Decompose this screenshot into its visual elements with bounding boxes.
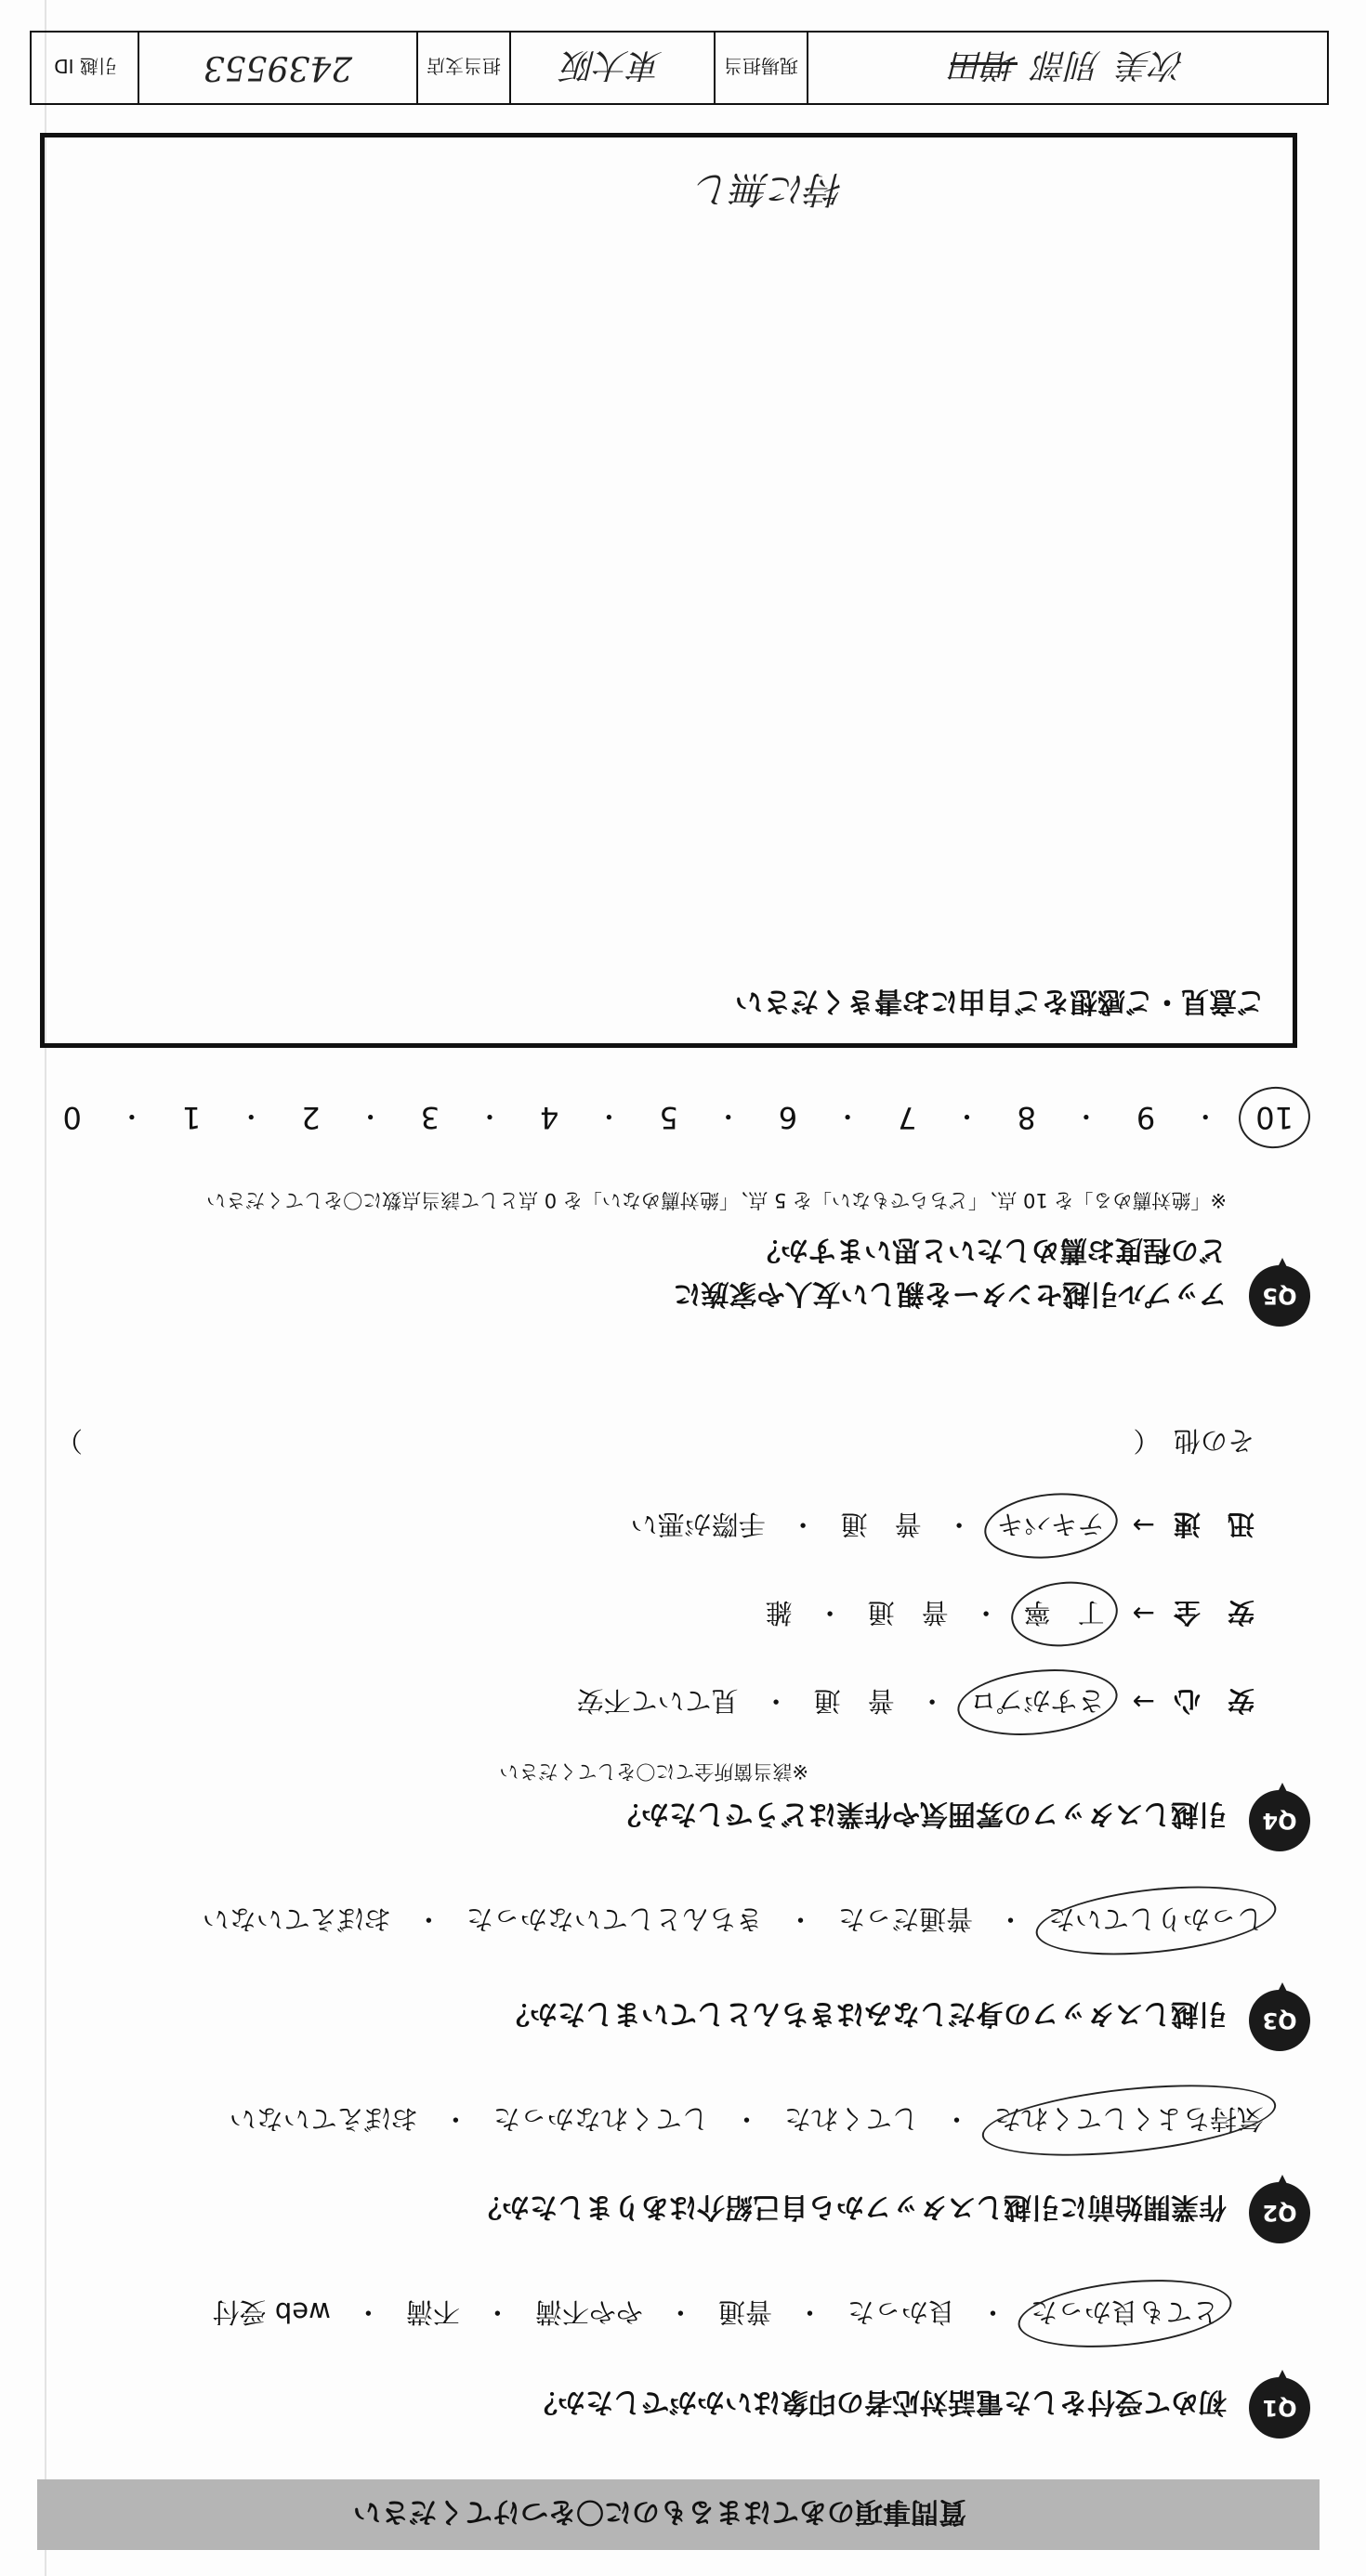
q3-badge: Q3 — [1249, 1990, 1310, 2051]
q5-badge: Q5 — [1249, 1265, 1310, 1327]
q4-row-jinsoku: 迅 速 → テキパキ ・ 普 通 ・ 手際が悪い — [631, 1507, 1254, 1545]
site-value-struck: 増田 — [950, 46, 1018, 85]
comment-label: ご意見・ご感想をご自由にお書きください — [735, 985, 1265, 1017]
q2-option[interactable]: 気持ちよくしてくれた — [994, 2101, 1264, 2139]
q4-option[interactable]: さすがプロ — [970, 1683, 1105, 1721]
q2-option[interactable]: おぼえていない — [229, 2103, 418, 2135]
q4-row-category: 安 全 — [1173, 1597, 1254, 1628]
branch-value-cell — [509, 33, 714, 103]
q5-note: ※「絶対薦める」を 10 点、「どちらでもない」を 5 点、「絶対薦めない」を 0 点として該当点数に〇をしてください — [206, 1189, 1227, 1211]
score-7[interactable]: 7 — [898, 1100, 917, 1135]
q3-option[interactable]: おぼえていない — [202, 1903, 391, 1935]
score-6[interactable]: 6 — [778, 1100, 798, 1135]
q5-text-line1: アップル引越センターを親しい友人や家族に — [673, 1277, 1227, 1310]
q1-options: とても良かった ・ 良かった ・ 普通 ・ やや不満 ・ 不満 ・ web 受付 — [213, 2295, 1219, 2333]
q2-badge: Q2 — [1249, 2182, 1310, 2243]
q2-option[interactable]: してくれなかった — [493, 2103, 709, 2135]
q4-option[interactable]: 丁 寧 — [1024, 1595, 1105, 1633]
footer-table — [30, 31, 1329, 105]
q4-other-row — [56, 1423, 1254, 1461]
q1-text: 初めて受付をした電話対応者の印象はいかがでしたか？ — [530, 2386, 1227, 2418]
site-value: 別部 — [1034, 46, 1102, 85]
q1-option[interactable]: 普通 — [717, 2296, 772, 2328]
move-id-label: 引越 ID — [54, 55, 117, 78]
comment-handwritten: 特に無し — [695, 167, 844, 210]
q4-note: ※該当箇所全てに〇をしてください — [499, 1760, 808, 1783]
score-2[interactable]: 2 — [301, 1100, 321, 1135]
score-4[interactable]: 4 — [540, 1100, 559, 1135]
q3-options: しっかりしていた ・ 普通だった ・ きちんとしていなかった ・ おぼえていない — [203, 1902, 1264, 1940]
move-id-label-cell — [33, 33, 138, 103]
score-8[interactable]: 8 — [1017, 1100, 1036, 1135]
q4-other-close: ） — [56, 1425, 84, 1457]
q4-option[interactable]: 普 通 — [813, 1685, 895, 1717]
score-1[interactable]: 1 — [181, 1100, 202, 1135]
q1-option[interactable]: 不満 — [405, 2296, 460, 2328]
branch-value: 東大阪 — [562, 46, 663, 85]
q4-row-arrow: → — [1132, 1598, 1155, 1630]
q4-row-arrow: → — [1132, 1686, 1155, 1719]
q1-option[interactable]: 良かった — [847, 2296, 955, 2328]
score-5[interactable]: 5 — [659, 1100, 678, 1135]
q3-option[interactable]: しっかりしていた — [1048, 1902, 1264, 1940]
q1-option[interactable]: とても良かった — [1031, 2295, 1219, 2333]
score-3[interactable]: 3 — [420, 1100, 440, 1135]
q2-text: 作業開始前に引越しスタッフから自己紹介はありましたか？ — [474, 2190, 1227, 2223]
instruction-text: 質問事項のあてはまるものに〇をつけてください — [353, 2495, 966, 2528]
q4-row-anzen: 安 全 → 丁 寧 ・ 普 通 ・ 雑 — [766, 1595, 1254, 1633]
q4-option[interactable]: 普 通 — [867, 1597, 949, 1628]
score-10[interactable]: 10 — [1255, 1100, 1294, 1135]
q4-badge: Q4 — [1249, 1790, 1310, 1851]
q4-row-category: 迅 速 — [1173, 1509, 1254, 1540]
q4-text: 引越しスタッフの雰囲気や作業はどうでしたか？ — [613, 1798, 1227, 1830]
q4-other-label: その他 （ — [1133, 1425, 1254, 1457]
score-0[interactable]: 0 — [62, 1100, 82, 1135]
q1-badge: Q1 — [1249, 2377, 1310, 2439]
q4-option[interactable]: テキパキ — [997, 1507, 1105, 1545]
q4-option[interactable]: 雑 — [765, 1597, 793, 1628]
q2-option[interactable]: してくれた — [783, 2103, 919, 2135]
comment-box[interactable] — [40, 133, 1297, 1048]
instruction-bar — [37, 2479, 1320, 2550]
branch-label: 担当支店 — [427, 55, 501, 78]
q4-option[interactable]: 見ていて不安 — [576, 1685, 739, 1717]
move-id-value-cell — [138, 33, 416, 103]
site-value-cell — [807, 33, 1327, 103]
q4-row-category: 安 心 — [1173, 1685, 1254, 1717]
q4-row-anshin: 安 心 → さすがプロ ・ 普 通 ・ 見ていて不安 — [577, 1683, 1254, 1721]
q3-option[interactable]: 普通だった — [837, 1903, 973, 1935]
q4-option[interactable]: 手際が悪い — [630, 1509, 766, 1540]
score-9[interactable]: 9 — [1136, 1100, 1156, 1135]
move-id-value: 2439553 — [203, 48, 353, 87]
q1-option[interactable]: web 受付 — [212, 2296, 331, 2328]
site-label-cell — [714, 33, 807, 103]
q3-option[interactable]: きちんとしていなかった — [466, 1903, 763, 1935]
q5-text-line2: どの程度お薦めしたいと思いますか？ — [753, 1234, 1227, 1266]
q2-options: 気持ちよくしてくれた ・ してくれた ・ してくれなかった ・ おぼえていない — [230, 2101, 1264, 2139]
branch-label-cell — [416, 33, 509, 103]
q4-option[interactable]: 普 通 — [840, 1509, 922, 1540]
q1-option[interactable]: やや不満 — [534, 2296, 643, 2328]
q4-row-arrow: → — [1132, 1510, 1155, 1542]
site-value-suffix: 次美 — [1118, 46, 1186, 85]
q5-score-scale: 10 ・ 9 ・ 8 ・ 7 ・ 6 ・ 5 ・ 4 ・ 3 ・ 2 ・ 1 ・ 0 — [62, 1100, 1294, 1135]
q3-text: 引越しスタッフの身だしなみはきちんとしていましたか？ — [502, 1997, 1227, 2030]
site-label: 現場担当 — [724, 55, 798, 78]
